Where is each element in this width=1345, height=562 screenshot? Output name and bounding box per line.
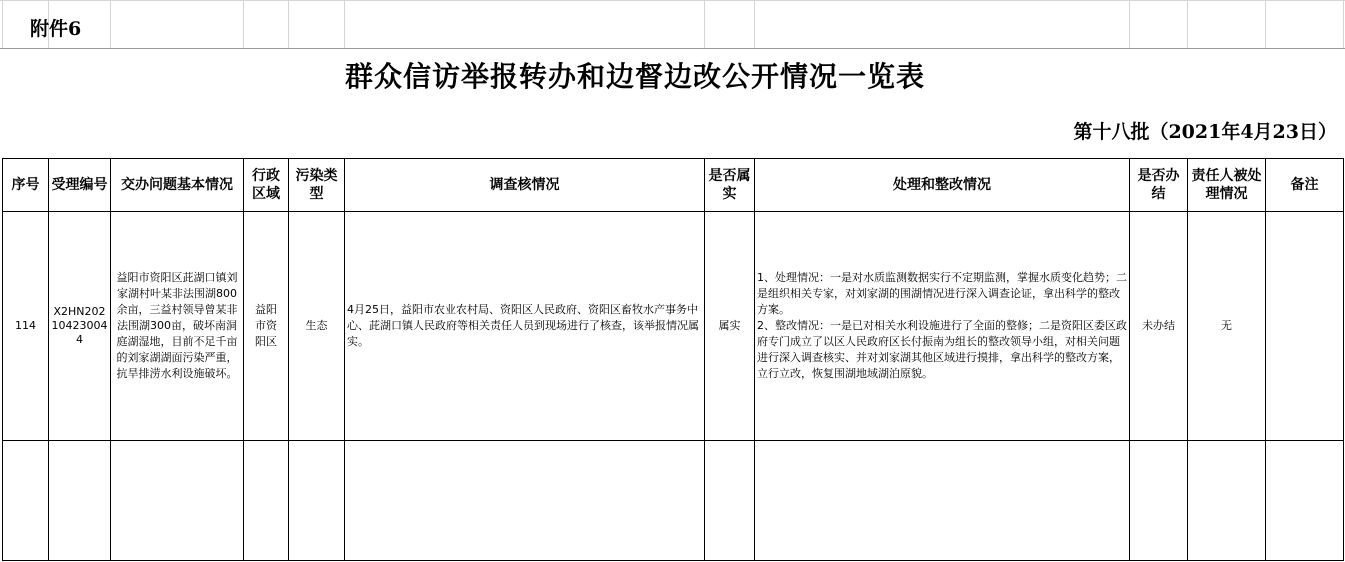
empty-cell <box>1266 441 1344 561</box>
cell-completed: 未办结 <box>1130 212 1188 441</box>
column-header-completed: 是否办结 <box>1130 159 1188 212</box>
cell-accountability: 无 <box>1188 212 1266 441</box>
empty-cell <box>289 441 345 561</box>
cell-seq: 114 <box>3 212 49 441</box>
table-row <box>3 212 1344 441</box>
column-header-issue: 交办问题基本情况 <box>111 159 244 212</box>
column-header-remarks: 备注 <box>1266 159 1344 212</box>
empty-cell <box>705 441 755 561</box>
cell-issue: 益阳市资阳区茈湖口镇刘家湖村叶某非法围湖800余亩，三益村领导曾某非法围湖300亩，破坏南洞庭湖湿地，目前不足千亩的刘家湖湖面污染严重，抗旱排涝水利设施破坏。 <box>111 212 244 441</box>
empty-cell <box>111 441 244 561</box>
batch-label: 第十八批（2021年4月23日） <box>1073 121 1337 143</box>
empty-cell <box>755 441 1130 561</box>
empty-cell <box>1188 441 1266 561</box>
title-row <box>0 48 1345 106</box>
cell-verified: 属实 <box>705 212 755 441</box>
petition-table <box>2 158 1344 561</box>
cell-handling: 1、处理情况：一是对水质监测数据实行不定期监测，掌握水质变化趋势；二是组织相关专家，对刘家湖的围湖情况进行深入调查论证，拿出科学的整改方案。 2、整改情况：一是已对相关水利设施进行了全面的整修；二是资阳区委区政府专门成立了以区人民政府区长付振南为组长的整改领导小组，对相关问题进行深入调查核实、并对刘家湖其他区域进行摸排，拿出科学的整改方案，立行立改，恢复围湖地域湖泊原貌。 <box>755 212 1130 441</box>
empty-cell <box>244 441 289 561</box>
table-header-row <box>3 159 1344 212</box>
cell-pollution-type: 生态 <box>289 212 345 441</box>
column-header-case-no: 受理编号 <box>49 159 111 212</box>
page-title: 群众信访举报转办和边督边改公开情况一览表 <box>344 60 925 93</box>
empty-cell <box>3 441 49 561</box>
cell-case-no: X2HN202104230044 <box>49 212 111 441</box>
column-header-investigation: 调查核情况 <box>345 159 705 212</box>
empty-cell <box>1130 441 1188 561</box>
batch-row <box>0 105 1345 158</box>
cell-remarks <box>1266 212 1344 441</box>
column-header-handling: 处理和整改情况 <box>755 159 1130 212</box>
empty-cell <box>345 441 705 561</box>
table-row-empty <box>3 441 1344 561</box>
column-header-accountability: 责任人被处理情况 <box>1188 159 1266 212</box>
column-header-verified: 是否属实 <box>705 159 755 212</box>
attachment-label: 附件6 <box>30 18 82 40</box>
empty-cell <box>49 441 111 561</box>
cell-investigation: 4月25日，益阳市农业农村局、资阳区人民政府、资阳区畜牧水产事务中心、茈湖口镇人民政府等相关责任人员到现场进行了核查，该举报情况属实。 <box>345 212 705 441</box>
column-header-region: 行政区域 <box>244 159 289 212</box>
cell-region: 益阳市资阳区 <box>244 212 289 441</box>
column-header-seq: 序号 <box>3 159 49 212</box>
column-header-pollution-type: 污染类型 <box>289 159 345 212</box>
